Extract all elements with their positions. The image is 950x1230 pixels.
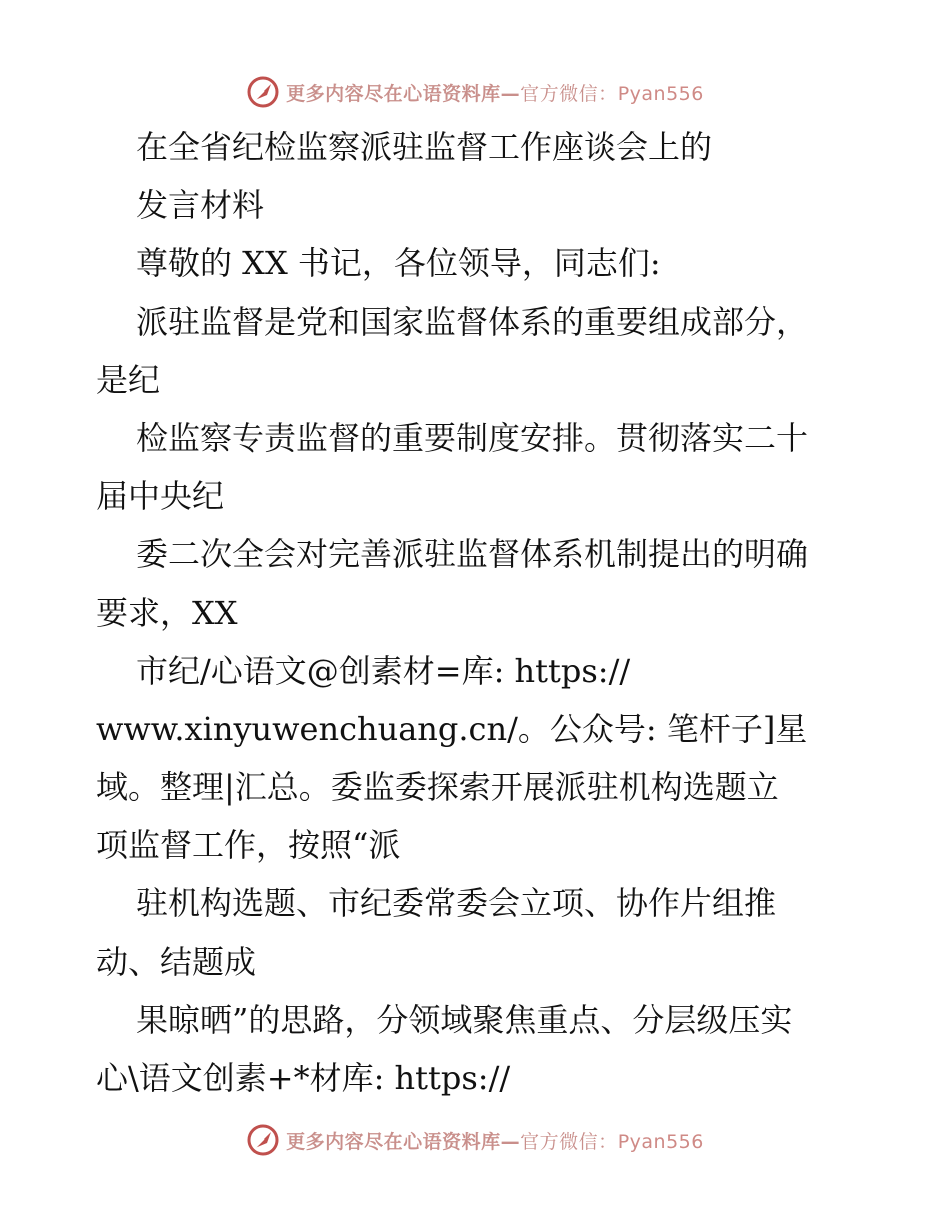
header-watermark-banner [0,72,950,112]
banner-wechat-label: 官方微信： [520,1130,618,1153]
doc-line: 派驻监督是党和国家监督体系的重要组成部分， [136,302,809,341]
doc-line: www.xinyuwenchuang.cn/。公众号: 笔杆子]星 [96,709,808,748]
banner-separator: — [500,82,521,105]
doc-line: 检监察专责监督的重要制度安排。贯彻落实二十 [136,418,809,457]
doc-line: 届中央纪 [96,477,225,516]
footer-watermark-banner [0,1120,950,1160]
banner-wechat-id: Pyan556 [617,1130,704,1153]
banner-wechat-label: 官方微信： [520,82,618,105]
banner-title: 更多内容尽在心语资料库 [286,82,501,105]
doc-line: 市纪/心语文@创素材=库: https:// [136,651,631,690]
doc-line: 果晾晒”的思路，分领域聚焦重点、分层级压实 [136,1000,793,1039]
doc-line: 动、结题成 [96,942,257,981]
doc-line: 要求，XX [96,593,238,632]
document-body [96,118,896,1107]
doc-line: 在全省纪检监察派驻监督工作座谈会上的 [136,128,713,166]
doc-line: 尊敬的 XX 书记，各位领导，同志们: [136,244,661,283]
doc-line: 心\语文创素+*材库: https:// [96,1059,511,1097]
doc-line: 是纪 [96,360,161,399]
banner-title: 更多内容尽在心语资料库 [286,1130,501,1153]
doc-line: 域。整理|汇总。委监委探索开展派驻机构选题立 [96,768,779,807]
doc-line: 项监督工作，按照“派 [96,826,401,865]
doc-line: 驻机构选题、市纪委常委会立项、协作片组推 [136,884,777,923]
quill-logo-icon [246,75,280,109]
banner-wechat-id: Pyan556 [617,82,704,105]
banner-separator: — [500,1130,521,1153]
doc-line: 委二次全会对完善派驻监督体系机制提出的明确 [136,535,809,574]
doc-line: 发言材料 [136,186,265,225]
quill-logo-icon [246,1123,280,1157]
